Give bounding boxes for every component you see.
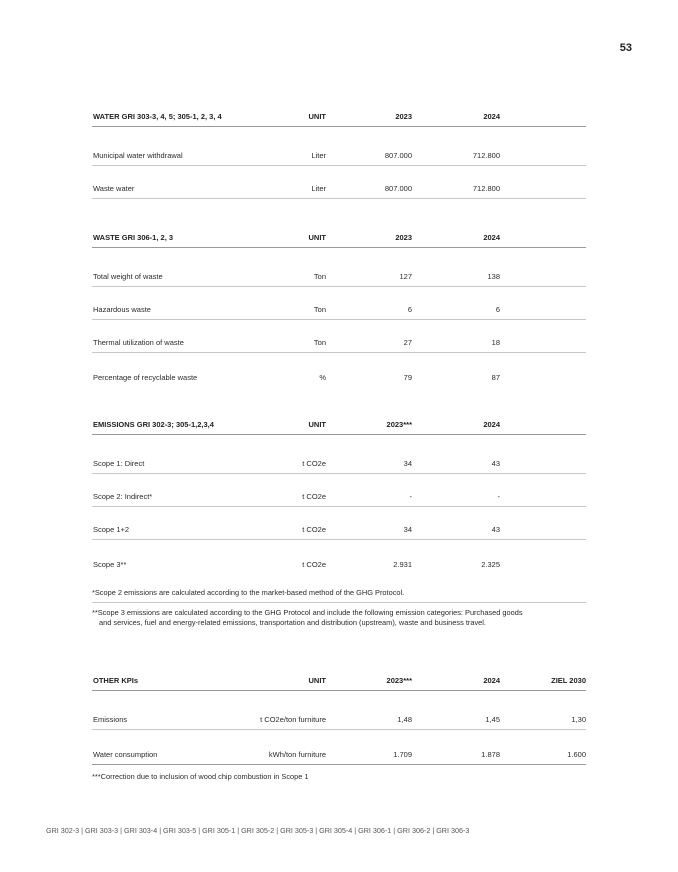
row-label: Scope 3** (93, 560, 127, 569)
row-value-2023: 1.709 (393, 750, 412, 759)
header-year-2023: 2023*** (386, 420, 412, 429)
header-year-2024: 2024 (483, 420, 500, 429)
row-label: Percentage of recyclable waste (93, 373, 198, 382)
header-unit: UNIT (308, 233, 326, 242)
header-label: OTHER KPIs (93, 676, 139, 685)
header-year-2024: 2024 (483, 676, 500, 685)
row-value-2024: - (497, 492, 500, 501)
table-row (92, 730, 586, 765)
footnote-scope-2-text: *Scope 2 emissions are calculated according to the market-based method of the GHG Protocol. (92, 588, 586, 603)
table-row (92, 507, 586, 540)
header-goal-2030: ZIEL 2030 (551, 676, 586, 685)
row-value-2024: 87 (491, 373, 500, 382)
water-table (92, 98, 586, 199)
row-unit: Ton (313, 338, 326, 347)
row-label: Scope 2: Indirect* (93, 492, 153, 501)
table-row (92, 287, 586, 320)
row-unit: Ton (313, 272, 326, 281)
row-value-2023: 34 (403, 525, 412, 534)
row-value-2023: 127 (399, 272, 412, 281)
header-unit: UNIT (308, 112, 326, 121)
row-label: Hazardous waste (93, 305, 151, 314)
table-header (92, 406, 586, 435)
table-row (92, 127, 586, 166)
row-unit: % (319, 373, 326, 382)
row-unit: t CO2e (302, 560, 326, 569)
header-label: EMISSIONS GRI 302-3; 305-1,2,3,4 (93, 420, 214, 429)
header-year-2023: 2023 (395, 112, 412, 121)
row-unit: t CO2e (302, 525, 326, 534)
header-unit: UNIT (308, 420, 326, 429)
row-value-2024: 1.878 (481, 750, 500, 759)
row-value-2024: 18 (491, 338, 500, 347)
row-value-2023: 1,48 (397, 715, 412, 724)
table-row (92, 320, 586, 353)
row-label: Total weight of waste (93, 272, 163, 281)
row-label: Scope 1+2 (93, 525, 130, 534)
waste-table (92, 219, 586, 387)
footnote-scope-3 (92, 608, 586, 628)
header-year-2024: 2024 (483, 112, 500, 121)
row-unit: Liter (311, 151, 326, 160)
row-value-2024: 1,45 (485, 715, 500, 724)
row-value-2024: 43 (491, 459, 500, 468)
row-label: Water consumption (93, 750, 158, 759)
row-value-2024: 138 (487, 272, 500, 281)
row-value-goal: 1.600 (567, 750, 586, 759)
table-row (92, 691, 586, 730)
table-row (92, 248, 586, 287)
row-label: Emissions (93, 715, 128, 724)
table-row (92, 474, 586, 507)
row-value-2024: 712.800 (472, 151, 500, 160)
row-value-2023: - (409, 492, 412, 501)
footnote-scope-3-line1: **Scope 3 emissions are calculated according to the GHG Protocol and include the following emission categories: Purchased goods (92, 608, 523, 617)
header-year-2024: 2024 (483, 233, 500, 242)
gri-footer: GRI 302-3 | GRI 303-3 | GRI 303-4 | GRI 303-5 | GRI 305-1 | GRI 305-2 | GRI 305-3 | GRI 305-4 | GRI 306-1 | GRI 306-2 | GRI 306-3 (46, 826, 470, 835)
row-value-2024: 6 (495, 305, 500, 314)
footnote-scope-3-line2: and services, fuel and energy-related emissions, transportation and distribution (upstream), waste and business travel. (99, 618, 486, 627)
table-header (92, 98, 586, 127)
row-unit: kWh/ton furniture (268, 750, 326, 759)
row-label: Municipal water withdrawal (93, 151, 183, 160)
row-label: Scope 1: Direct (93, 459, 145, 468)
table-row (92, 166, 586, 199)
header-label: WATER GRI 303-3, 4, 5; 305-1, 2, 3, 4 (93, 112, 222, 121)
row-value-2023: 2.931 (393, 560, 412, 569)
table-header (92, 219, 586, 248)
footnote-scope-2 (92, 588, 552, 603)
row-value-2023: 6 (407, 305, 412, 314)
row-unit: Ton (313, 305, 326, 314)
row-unit: t CO2e (302, 492, 326, 501)
row-label: Thermal utilization of waste (93, 338, 184, 347)
row-value-2023: 807.000 (384, 151, 412, 160)
table-header (92, 662, 586, 691)
table-row (92, 540, 586, 574)
header-year-2023: 2023*** (386, 676, 412, 685)
row-value-2023: 27 (403, 338, 412, 347)
row-unit: t CO2e/ton furniture (260, 715, 326, 724)
row-value-2023: 807.000 (384, 184, 412, 193)
row-value-2024: 2.325 (481, 560, 500, 569)
row-value-2023: 79 (403, 373, 412, 382)
row-unit: Liter (311, 184, 326, 193)
header-unit: UNIT (308, 676, 326, 685)
header-label: WASTE GRI 306-1, 2, 3 (93, 233, 174, 242)
row-label: Waste water (93, 184, 135, 193)
page-number: 53 (619, 42, 632, 54)
header-year-2023: 2023 (395, 233, 412, 242)
row-value-2023: 34 (403, 459, 412, 468)
row-value-goal: 1,30 (571, 715, 586, 724)
footnote-correction: ***Correction due to inclusion of wood chip combustion in Scope 1 (92, 772, 309, 781)
table-row (92, 435, 586, 474)
row-value-2024: 712.800 (472, 184, 500, 193)
other-kpis-table (92, 662, 586, 765)
row-unit: t CO2e (302, 459, 326, 468)
emissions-table (92, 406, 586, 574)
table-row (92, 353, 586, 387)
row-value-2024: 43 (491, 525, 500, 534)
